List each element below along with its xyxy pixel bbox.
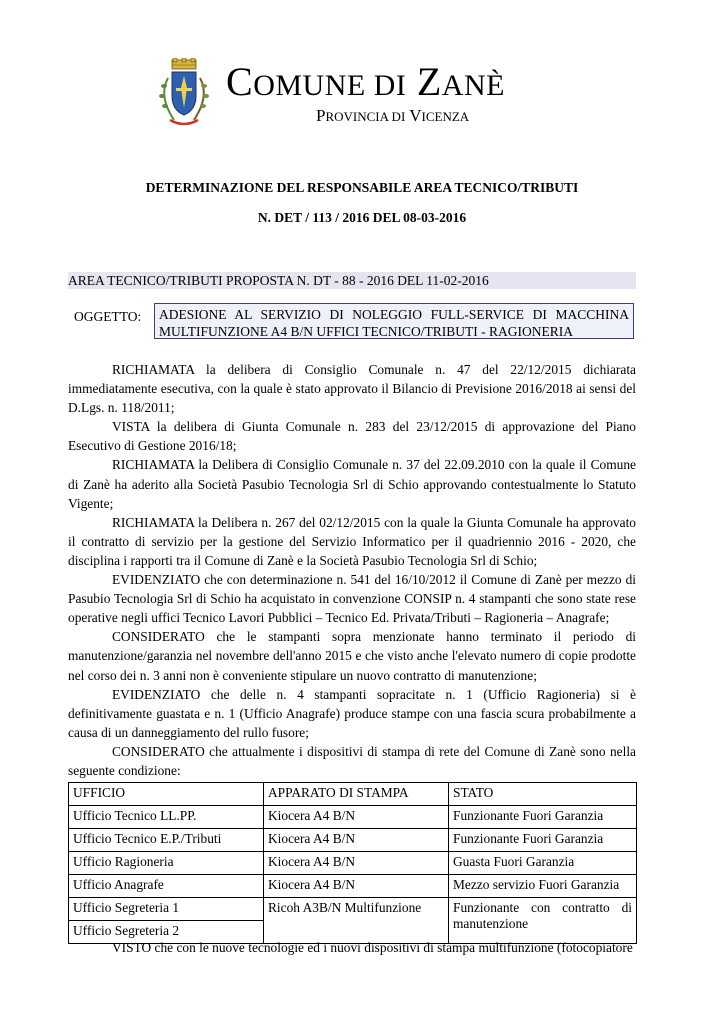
table-cell: Ufficio Tecnico E.P./Tributi bbox=[69, 829, 264, 852]
oggetto-label: OGGETTO: bbox=[74, 309, 142, 324]
paragraph: RICHIAMATA la Delibera di Consiglio Comunale n. 37 del 22.09.2010 con la quale il Comune di Zanè ha aderito alla Società Pasubio Tecnologia Srl di Schio approvando contestualmente lo Statuto Vigente; bbox=[68, 457, 636, 511]
table-cell: Guasta Fuori Garanzia bbox=[449, 852, 637, 875]
paragraph: VISTA la delibera di Giunta Comunale n. 283 del 23/12/2015 di approvazione del Piano Esecutivo di Gestione 2016/18; bbox=[68, 419, 636, 454]
paragraph: RICHIAMATA la delibera di Consiglio Comunale n. 47 del 22/12/2015 dichiarata immediatamente esecutiva, con la quale è stato approvato il Bilancio di Previsione 2016/2018 ai sensi del D.Lgs. n. 118/2011; bbox=[68, 362, 636, 416]
table-header-row bbox=[69, 783, 637, 806]
table-cell: Ufficio Segreteria 2 bbox=[69, 921, 264, 944]
determinazione-title: DETERMINAZIONE DEL RESPONSABILE AREA TECNICO/TRIBUTI bbox=[145, 180, 579, 195]
paragraph: CONSIDERATO che le stampanti sopra menzionate hanno terminato il periodo di manutenzione/garanzia nel novembre dell'anno 2015 e che visto anche l'elevato numero di copie prodotte nel corso dei n. 3 anni non è conveniente stipulare un nuovo contratto di manutenzione; bbox=[68, 629, 636, 683]
table-cell: Kiocera A4 B/N bbox=[264, 875, 449, 898]
table-row bbox=[69, 829, 637, 852]
table-cell: Ufficio Ragioneria bbox=[69, 852, 264, 875]
oggetto-text: ADESIONE AL SERVIZIO DI NOLEGGIO FULL-SERVICE DI MACCHINA MULTIFUNZIONE A4 B/N UFFICI TECNICO/TRIBUTI - RAGIONERIA bbox=[154, 303, 634, 339]
table-row bbox=[69, 852, 637, 875]
paragraph: RICHIAMATA la Delibera n. 267 del 02/12/2015 con la quale la Giunta Comunale ha approvato il contratto di servizio per la gestione del Servizio Informatico per il quadriennio 2016 - 2020, che disciplina i rapporti tra il Comune di Zanè e la Società Pasubio Tecnologia Srl di Schio; bbox=[68, 514, 636, 568]
table-cell: Ufficio Anagrafe bbox=[69, 875, 264, 898]
printers-table bbox=[68, 782, 637, 944]
table-row bbox=[69, 875, 637, 898]
table-row bbox=[69, 898, 637, 921]
table-cell: Kiocera A4 B/N bbox=[264, 852, 449, 875]
area-proposta-line: AREA TECNICO/TRIBUTI PROPOSTA N. DT - 88 - 2016 DEL 11-02-2016 bbox=[68, 272, 636, 289]
paragraph: EVIDENZIATO che con determinazione n. 541 del 16/10/2012 il Comune di Zanè per mezzo di Pasubio Tecnologia Srl di Schio ha acquistato in convenzione CONSIP n. 4 stampanti che sono state rese operative negli uffici Tecnico Lavori Pubblici – Tecnico Ed. Privata/Tributi – Ragioneria – Anagrafe; bbox=[68, 572, 636, 626]
column-header: UFFICIO bbox=[69, 783, 264, 806]
table-cell: Ricoh A3B/N Multifunzione bbox=[264, 898, 449, 944]
table-cell: Ufficio Segreteria 1 bbox=[69, 898, 264, 921]
column-header: APPARATO DI STAMPA bbox=[264, 783, 449, 806]
table-cell: Mezzo servizio Fuori Garanzia bbox=[449, 875, 637, 898]
provincia-name: PROVINCIA DI VICENZA bbox=[316, 106, 470, 125]
column-header: STATO bbox=[449, 783, 637, 806]
table-cell: Funzionante Fuori Garanzia bbox=[449, 806, 637, 829]
letterhead bbox=[152, 58, 572, 138]
comune-name: COMUNE DI ZANÈ bbox=[226, 59, 505, 104]
table-cell: Ufficio Tecnico LL.PP. bbox=[69, 806, 264, 829]
paragraph: CONSIDERATO che attualmente i dispositivi di stampa di rete del Comune di Zanè sono nella seguente condizione: bbox=[68, 743, 636, 778]
document-body bbox=[68, 360, 636, 780]
coat-of-arms-icon bbox=[152, 58, 216, 130]
table-cell: Kiocera A4 B/N bbox=[264, 806, 449, 829]
paragraph: EVIDENZIATO che delle n. 4 stampanti sopracitate n. 1 (Ufficio Ragioneria) si è definitivamente guastata e n. 1 (Ufficio Anagrafe) produce stampe con una fascia scura probabilmente a causa di un danneggiamento del rullo fusore; bbox=[68, 686, 636, 740]
table-cell: Funzionante con contratto di manutenzione bbox=[449, 898, 637, 944]
paragraph-continuation: VISTO che con le nuove tecnologie ed i nuovi dispositivi di stampa multifunzione (fotocopiatore bbox=[112, 940, 633, 955]
determinazione-number: N. DET / 113 / 2016 DEL 08-03-2016 bbox=[257, 210, 467, 225]
table-cell: Kiocera A4 B/N bbox=[264, 829, 449, 852]
table-row bbox=[69, 806, 637, 829]
table-cell: Funzionante Fuori Garanzia bbox=[449, 829, 637, 852]
